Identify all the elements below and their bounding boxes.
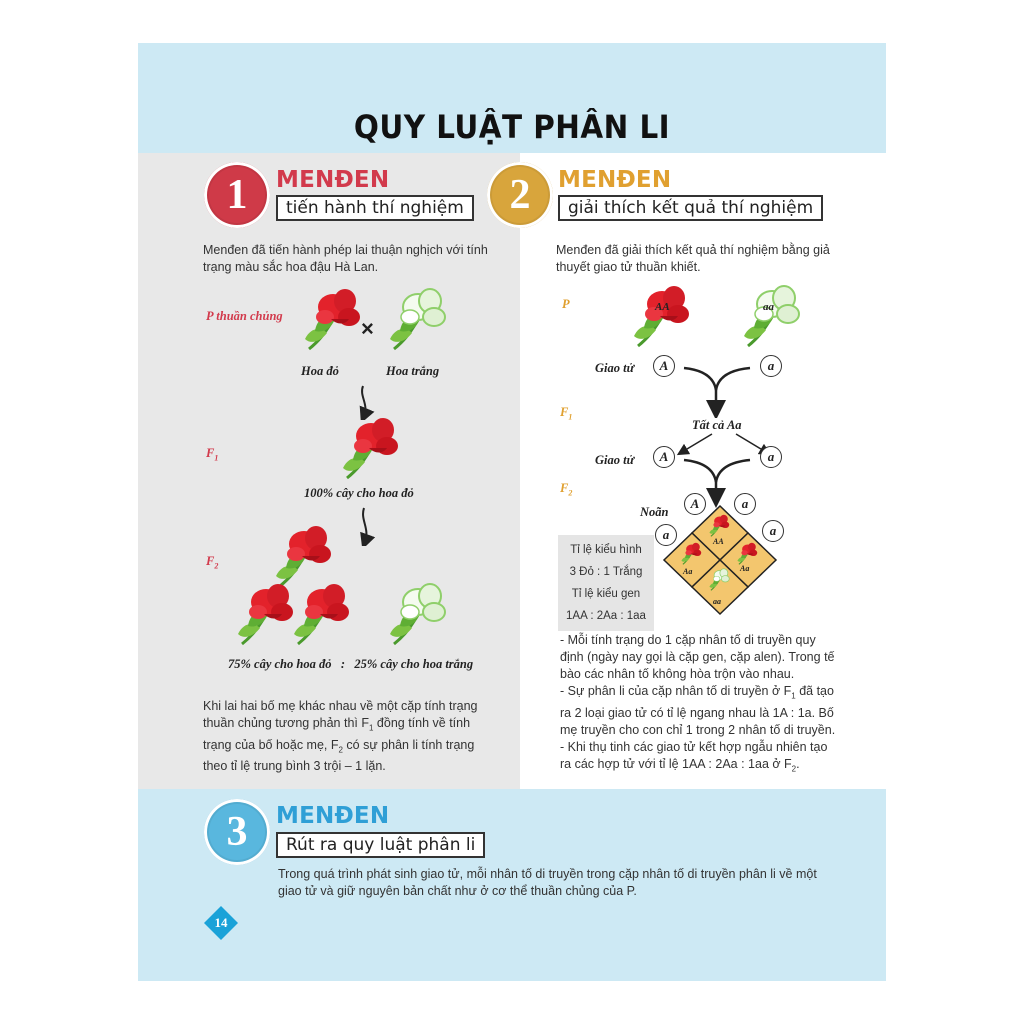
f2-red-flower-icon	[290, 582, 354, 648]
section3-body: Trong quá trình phát sinh giao tử, mỗi nhân tố di truyền trong cặp nhân tố di truyền phân li về một giao tử và giữ nguyên bản chất như ở cơ thể thuần chủng của P.	[278, 867, 817, 898]
section1-subheading: tiến hành thí nghiệm	[276, 195, 474, 221]
gamete-label: Giao tử	[595, 453, 635, 467]
cross-icon: ×	[361, 316, 374, 341]
page-title: QUY LUẬT PHÂN LI	[353, 108, 671, 146]
section1-heading: MENĐEN	[276, 167, 390, 193]
f2-label: $F_2$	[560, 481, 573, 498]
genotype-AA: AA	[655, 301, 670, 313]
cell-Aa: Aa	[683, 567, 693, 576]
gamete-label: Giao tử	[595, 361, 635, 375]
red-flower-label: Hoa đỏ	[301, 364, 339, 378]
arrow-down-icon	[356, 506, 376, 546]
section3-heading: MENĐEN	[276, 803, 390, 829]
bullet-1: - Mỗi tính trạng do 1 cặp nhân tố di truyền quy định (ngày nay gọi là cặp gen, cặp alen). Trong tế bào các nhân tố không hòa trộn vào nhau.	[560, 633, 835, 681]
cell-Aa: Aa	[740, 564, 750, 573]
red-flower-icon	[301, 287, 365, 353]
gamete-A-circle: A	[653, 446, 675, 468]
page-number: 14	[214, 915, 228, 930]
phenotype-ratio-value: 3 Đỏ : 1 Trắng	[569, 566, 643, 578]
gamete-A-circle: A	[653, 355, 675, 377]
sperm-A-circle: A	[684, 493, 706, 515]
section3-number-badge: 3	[204, 799, 270, 865]
f2-caption: 75% cây cho hoa đỏ : 25% cây cho hoa trắng	[228, 657, 474, 671]
f2-red-flower-icon	[272, 524, 336, 590]
cell-AA: AA	[713, 537, 724, 546]
genotype-ratio-title: Tỉ lệ kiểu gen	[571, 588, 641, 600]
f1-red-flower-icon	[339, 416, 403, 482]
section2-subheading: giải thích kết quả thí nghiệm	[558, 195, 823, 221]
section3-subheading: Rút ra quy luật phân li	[276, 832, 485, 858]
genotype-ratio-value: 1AA : 2Aa : 1aa	[566, 610, 646, 622]
p-label: P	[562, 297, 570, 311]
egg-label: Noãn	[640, 505, 669, 519]
cell-aa: aa	[713, 597, 721, 606]
egg-a-circle: a	[762, 520, 784, 542]
bullet-2: - Sự phân li của cặp nhân tố di truyền ở $F_1$ đã tạo ra 2 loại giao tử có tỉ lệ ngang nhau là 1A : 1a. Bố mẹ truyền cho con chỉ 1 trong 2 nhân tố di truyền.	[560, 684, 836, 737]
sperm-a-circle: a	[734, 493, 756, 515]
section1-number-badge: 1	[204, 162, 270, 228]
parent-red-flower-icon	[630, 284, 694, 350]
page-number-badge	[204, 906, 238, 940]
gamete-a-circle: a	[760, 446, 782, 468]
all-Aa-label: Tất cả Aa	[692, 418, 742, 432]
ratio-box	[558, 535, 654, 631]
f2-white-flower-icon	[386, 582, 450, 648]
merge-arrow-icon	[680, 360, 760, 418]
white-flower-icon	[386, 287, 450, 353]
egg-a-circle: a	[655, 524, 677, 546]
bullet-3: - Khi thụ tinh các giao tử kết hợp ngẫu nhiên tạo ra các hợp tử với tỉ lệ 1AA : 2Aa : 1aa ở $F_2$.	[560, 739, 828, 773]
f1-caption: 100% cây cho hoa đỏ	[304, 486, 414, 500]
section2-intro: Menđen đã giải thích kết quả thí nghiệm bằng giả thuyết giao tử thuần khiết.	[556, 243, 830, 274]
genotype-aa: aa	[763, 301, 774, 313]
section1-intro: Menđen đã tiến hành phép lai thuận nghịch với tính trạng màu sắc hoa đậu Hà Lan.	[203, 243, 488, 274]
phenotype-ratio-title: Tỉ lệ kiểu hình	[570, 544, 642, 556]
gamete-a-circle: a	[760, 355, 782, 377]
section2-heading: MENĐEN	[558, 167, 672, 193]
f1-label: $F_1$	[560, 405, 573, 422]
f2-label: $F_2$	[206, 554, 219, 571]
white-flower-label: Hoa trắng	[386, 364, 440, 378]
f1-label: $F_1$	[206, 446, 219, 463]
p-pure-label: P thuần chủng	[206, 309, 283, 323]
section2-explanation	[560, 632, 836, 777]
f2-red-flower-icon	[234, 582, 298, 648]
section2-number-badge: 2	[487, 162, 553, 228]
arrow-down-icon	[355, 384, 375, 420]
section1-conclusion: Khi lai hai bố mẹ khác nhau về một cặp tính trạng thuần chủng tương phản thì $F_1$ đồng tính về tính trạng của bố hoặc mẹ, $F_2$ có sự phân li tính trạng theo tỉ lệ trung bình 3 trội – 1 lặn.	[203, 699, 478, 773]
parent-white-flower-icon	[740, 284, 804, 350]
